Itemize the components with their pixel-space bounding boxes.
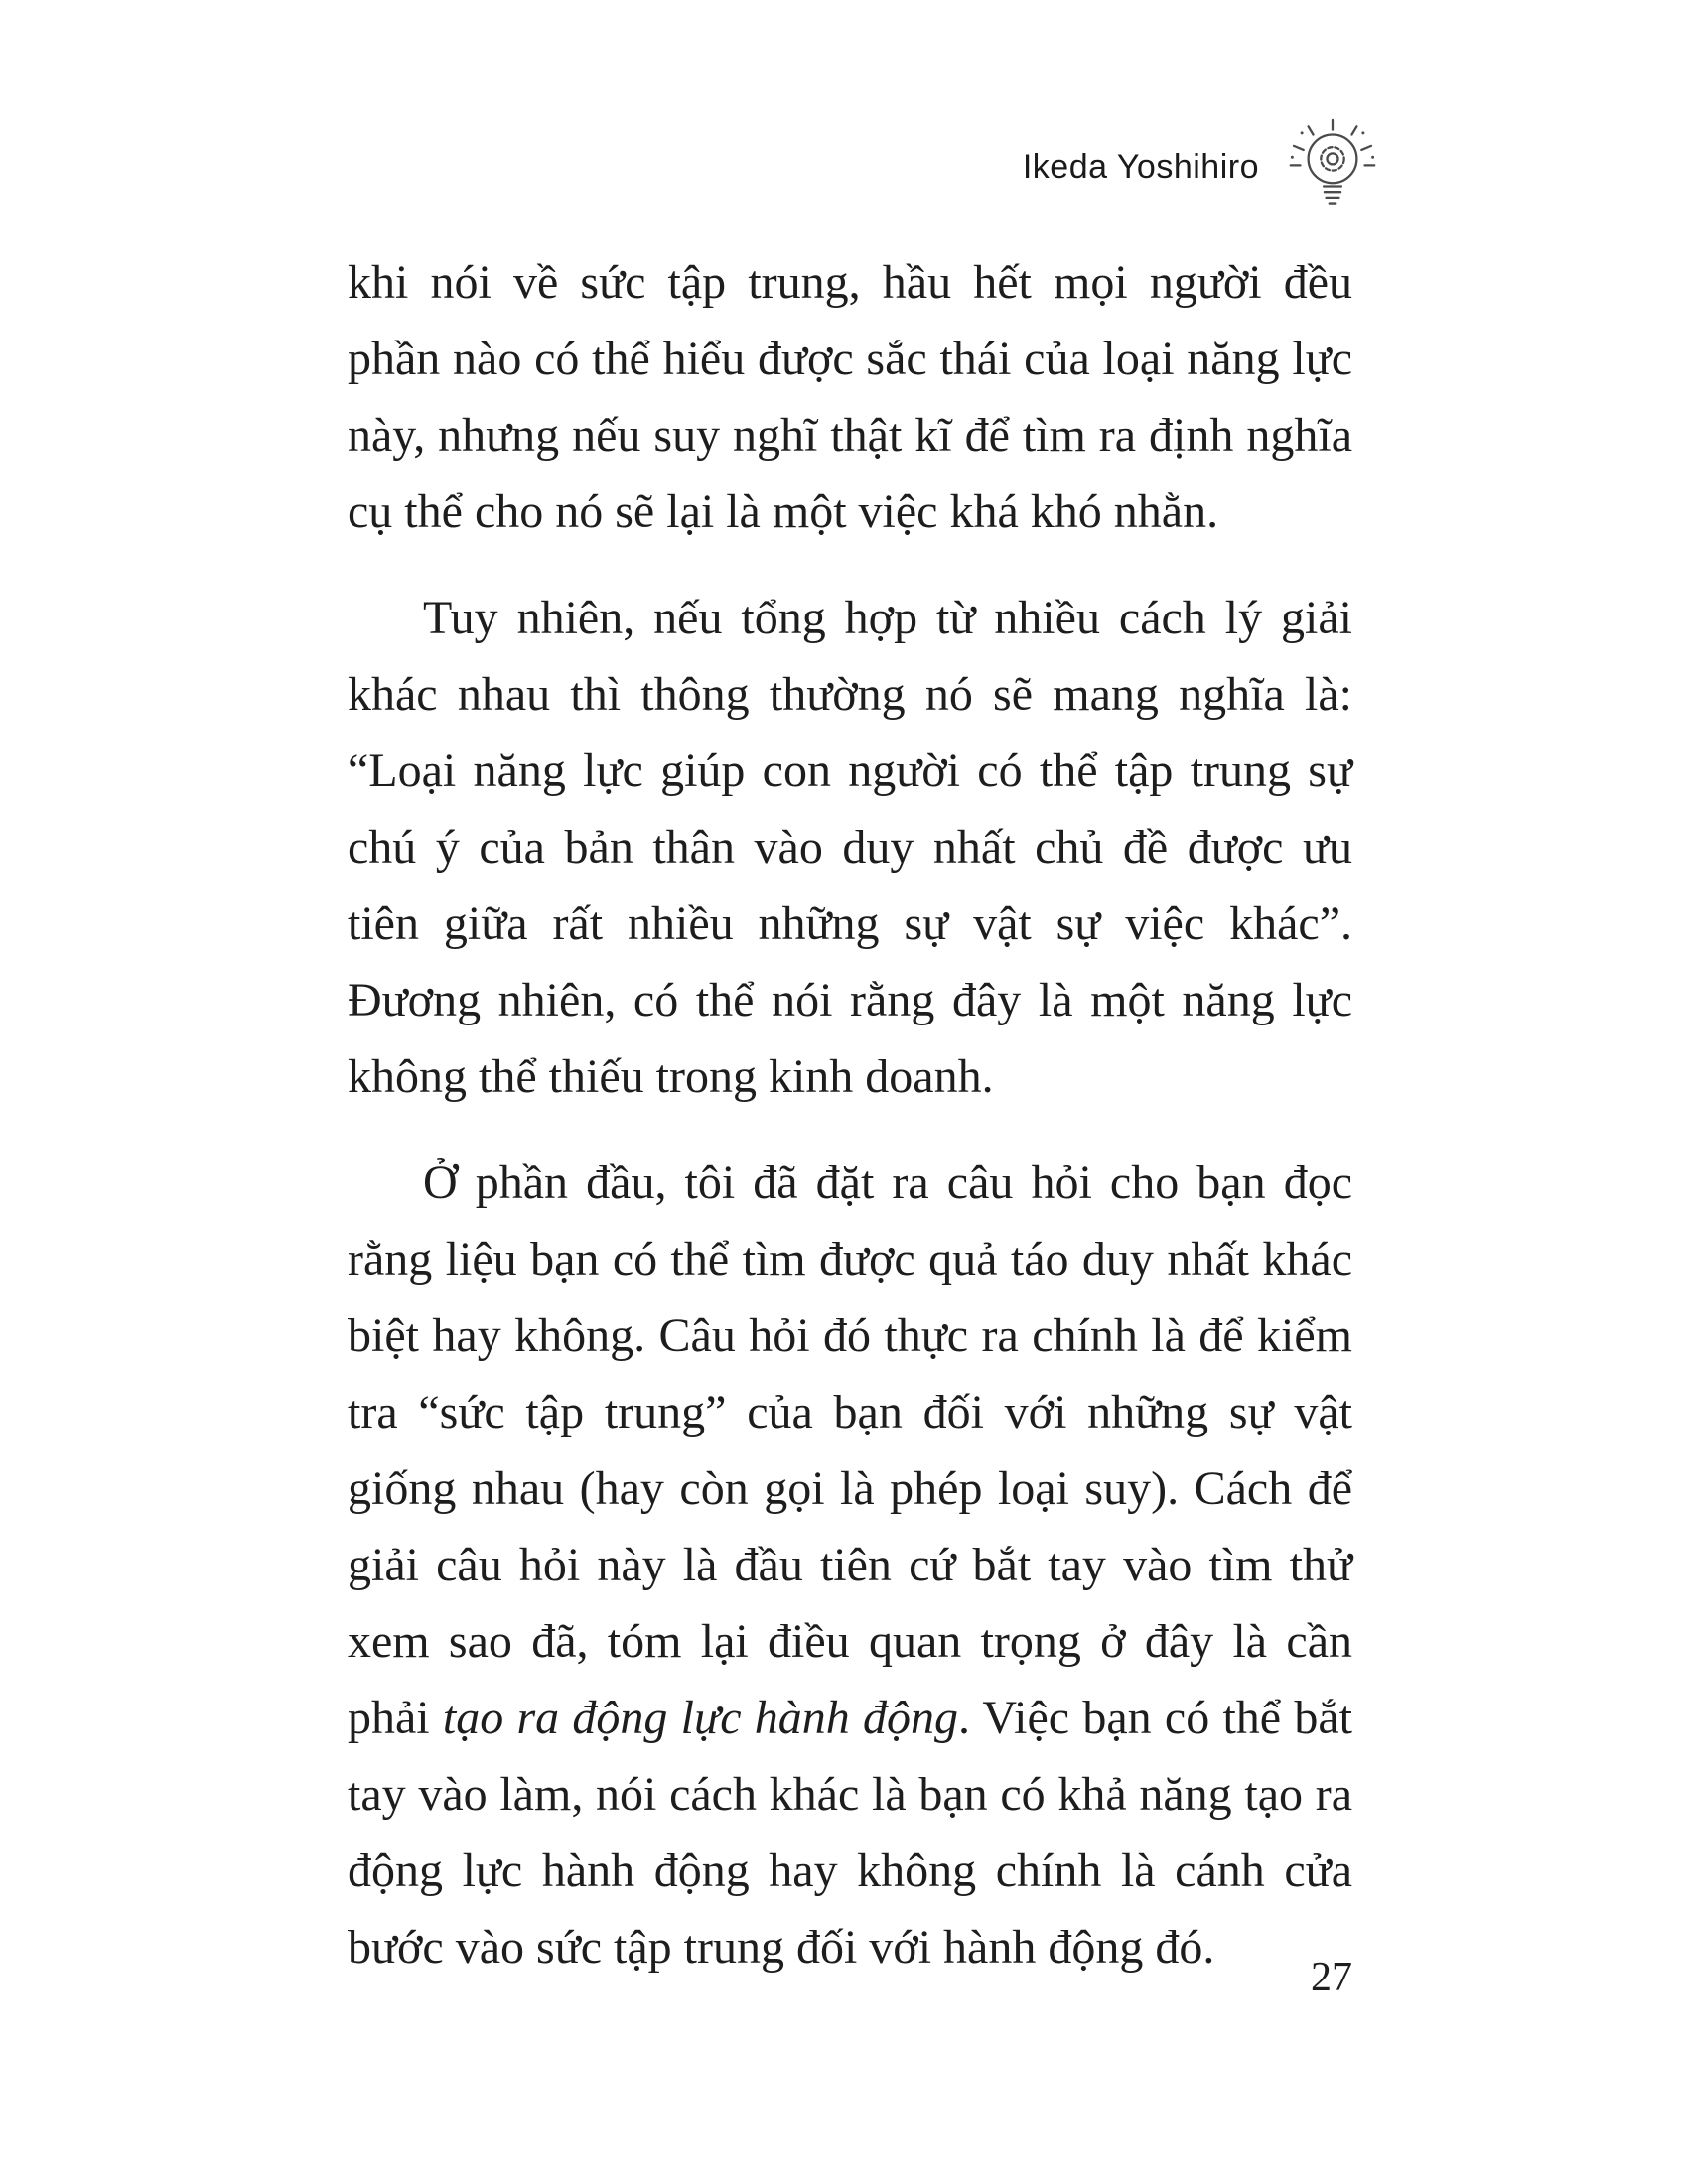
body-text: . Việc bạn có thể bắt tay vào làm, nói cách khác là bạn có khả năng tạo ra động lực hành động hay không chính là cánh cửa bước vào sức tập trung đối với hành động đó.	[348, 1692, 1353, 1974]
lightbulb-icon	[1281, 115, 1384, 218]
paragraph	[348, 244, 1352, 550]
text-block	[348, 244, 1352, 2015]
paragraph	[348, 580, 1352, 1115]
page-number: 27	[1311, 1955, 1352, 2000]
page-header	[1023, 115, 1384, 218]
paragraph	[348, 1145, 1352, 1985]
author-name: Ikeda Yoshihiro	[1022, 147, 1259, 186]
emphasis-text: tạo ra động lực hành động	[442, 1692, 958, 1744]
body-text: Tuy nhiên, nếu tổng hợp từ nhiều cách lý giải khác nhau thì thông thường nó sẽ mang nghĩa là: “Loại năng lực giúp con người có thể tập trung sự chú ý của bản thân vào duy nhất chủ đề được ưu tiên giữa rất nhiều những sự vật sự việc khác”. Đương nhiên, có thể nói rằng đây là một năng lực không thể thiếu trong kinh doanh.	[348, 592, 1352, 1103]
body-text: khi nói về sức tập trung, hầu hết mọi người đều phần nào có thể hiểu được sắc thái của loại năng lực này, nhưng nếu suy nghĩ thật kĩ để tìm ra định nghĩa cụ thể cho nó sẽ lại là một việc khá khó nhằn.	[348, 256, 1352, 538]
body-text: Ở phần đầu, tôi đã đặt ra câu hỏi cho bạn đọc rằng liệu bạn có thể tìm được quả táo duy nhất khác biệt hay không. Câu hỏi đó thực ra chính là để kiểm tra “sức tập trung” của bạn đối với những sự vật giống nhau (hay còn gọi là phép loại suy). Cách để giải câu hỏi này là đầu tiên cứ bắt tay vào tìm thử xem sao đã, tóm lại điều quan trọng ở đây là cần phải	[348, 1157, 1352, 1744]
